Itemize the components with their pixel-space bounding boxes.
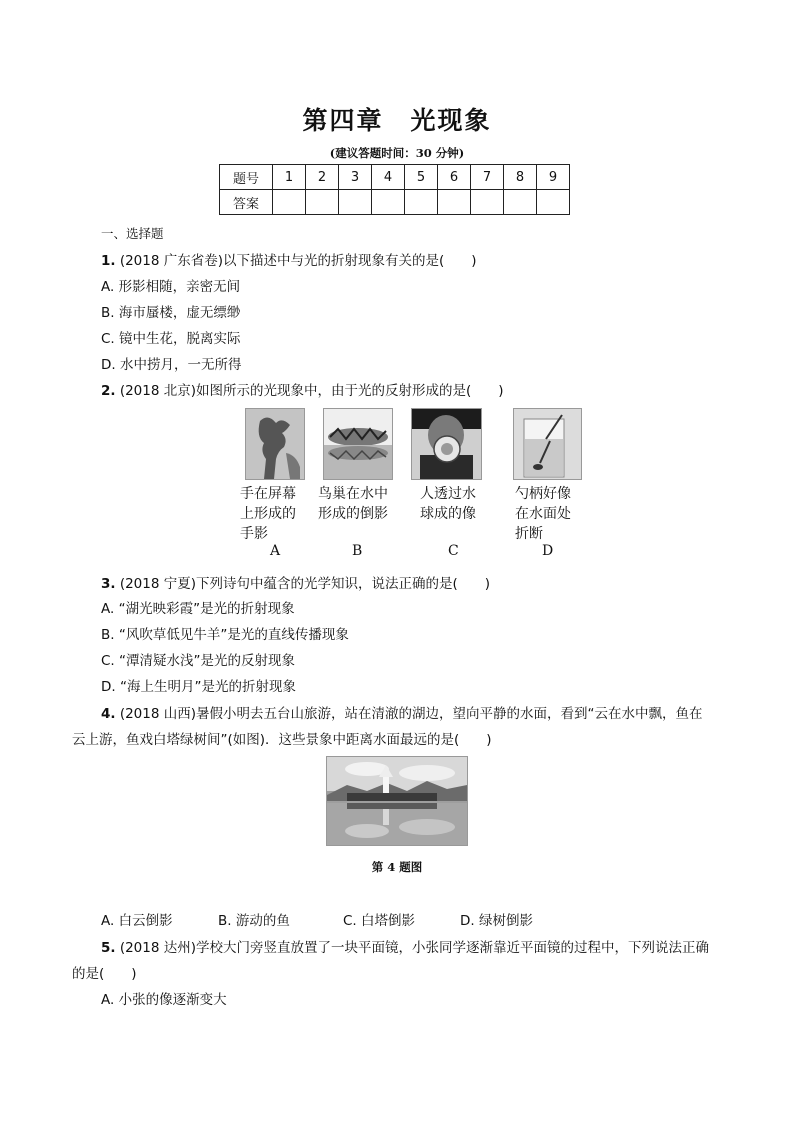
q3-option-c: C. “潭清疑水浅”是光的反射现象 [101,653,295,669]
choice-letter-d: D [542,543,554,559]
question-number: 4. [101,706,116,722]
question-number-cell: 3 [339,165,372,190]
q1-option-b: B. 海市蜃楼，虚无缥缈 [101,305,241,321]
answer-cell[interactable] [405,190,438,215]
question-number-cell: 6 [438,165,471,190]
answer-cell[interactable] [471,190,504,215]
question-number-cell: 8 [504,165,537,190]
answer-cell[interactable] [438,190,471,215]
caption-b: 鸟巢在水中 形成的倒影 [318,486,388,522]
question-text: (2018 北京)如图所示的光现象中，由于光的反射形成的是( ) [115,383,504,399]
choice-letter-c: C [448,543,459,559]
table-header-cell: 题号 [220,165,273,190]
question-5-stem [101,936,709,956]
section-heading: 一、选择题 [101,226,164,241]
question-text: (2018 达州)学校大门旁竖直放置了一块平面镜，小张同学逐渐靠近平面镜的过程中，下列说法正确 [115,940,710,956]
suggested-time: (建议答题时间：30 分钟) [329,146,465,160]
question-number: 1. [101,253,116,269]
answer-cell[interactable] [273,190,306,215]
q1-option-a: A. 形影相随，亲密无间 [101,279,241,295]
q1-option-c: C. 镜中生花，脱离实际 [101,331,241,347]
table-row [220,190,570,215]
question-5-stem-line2: 的是( ) [72,966,137,982]
question-number-cell: 1 [273,165,306,190]
hand-shadow-photo [245,408,305,480]
table-row [220,165,570,190]
table-header-cell: 答案 [220,190,273,215]
caption-c: 人透过水 球成的像 [420,486,476,522]
question-number-cell: 7 [471,165,504,190]
figure-caption: 第 4 题图 [371,860,423,874]
caption-d: 勺柄好像 在水面处 折断 [515,486,571,542]
q5-option-a: A. 小张的像逐渐变大 [101,992,227,1008]
question-number-cell: 5 [405,165,438,190]
caption-a: 手在屏幕 上形成的 手影 [240,486,296,542]
question-3-stem [101,572,490,592]
lake-white-pagoda-photo [326,756,468,846]
choice-letter-a: A [270,543,281,559]
q3-option-a: A. “湖光映彩霞”是光的折射现象 [101,601,295,617]
question-text: (2018 山西)暑假小明去五台山旅游，站在清澈的湖边，望向平静的水面，看到“云在水中飘，鱼在 [115,706,703,722]
question-number: 3. [101,576,116,592]
question-1-stem [101,249,477,269]
q4-option-d: D. 绿树倒影 [460,913,533,929]
choice-letter-b: B [352,543,363,559]
question-4-stem-line2: 云上游，鱼戏白塔绿树间”(如图)．这些景象中距离水面最远的是( ) [72,732,492,748]
question-number-cell: 9 [537,165,570,190]
q3-option-b: B. “风吹草低见牛羊”是光的直线传播现象 [101,627,349,643]
water-ball-photo [411,408,482,480]
question-text: (2018 广东省卷)以下描述中与光的折射现象有关的是( ) [115,253,477,269]
q1-option-d: D. 水中捞月，一无所得 [101,357,242,373]
question-number: 5. [101,940,116,956]
q4-option-b: B. 游动的鱼 [218,913,290,929]
question-number-cell: 4 [372,165,405,190]
spoon-in-water-photo [513,408,582,480]
question-4-stem [101,702,703,722]
question-text: (2018 宁夏)下列诗句中蕴含的光学知识，说法正确的是( ) [115,576,491,592]
question-2-stem [101,379,504,399]
answer-cell[interactable] [339,190,372,215]
q4-option-c: C. 白塔倒影 [343,913,416,929]
answer-cell[interactable] [306,190,339,215]
answer-cell[interactable] [537,190,570,215]
answer-cell[interactable] [504,190,537,215]
answer-table [219,164,570,215]
bird-nest-photo [323,408,393,480]
question-number-cell: 2 [306,165,339,190]
q4-option-a: A. 白云倒影 [101,913,173,929]
question-number: 2. [101,383,116,399]
chapter-title: 第四章 光现象 [302,106,492,135]
q3-option-d: D. “海上生明月”是光的折射现象 [101,679,296,695]
answer-cell[interactable] [372,190,405,215]
